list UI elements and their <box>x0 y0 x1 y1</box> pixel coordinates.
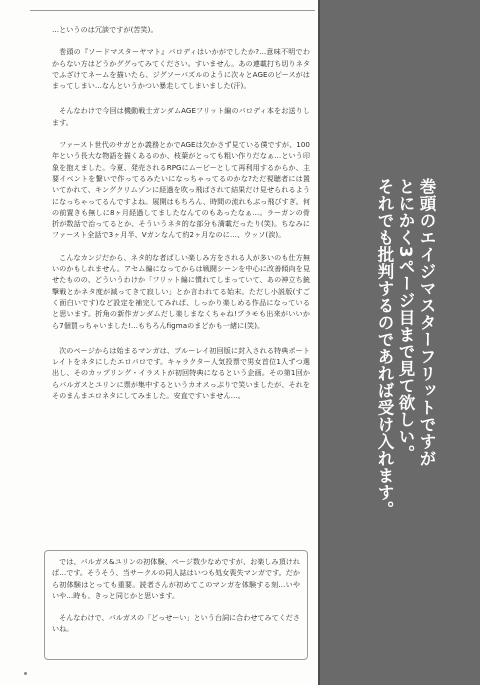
panel-text-line-1: 巻頭のエイジマスターフリットですが <box>417 178 436 467</box>
paragraph-manga-intro: 次のページからは始まるマンガは、ブルーレイ初回版に封入される特典ポートレイトをネタにしたエロパロです。キャラクター人気投票で男女首位1人ずつ選出し、そのカップリング・イラストが初回特典になるという企画。その第1回からバルガスとユリンに票が集中するというカオスっぷりで笑いましたが、それをそのまんまエロネタにしてみました。安直ですいません…。 <box>52 345 310 401</box>
side-panel-edge <box>318 0 320 685</box>
page-speck <box>24 672 27 675</box>
panel-text-line-2: とにかく3ページ目まで見て欲しい。 <box>396 178 415 462</box>
paragraph-signoff: そんなわけで、バルガスの「どっせーい」という台詞に合わせてみてくださいね。 <box>52 613 300 634</box>
paragraph-reception: こんなカンジだから、ネタ的な者ばしい楽しみ方をされる人が多いのも仕方無いのかもしれません。アセム編になってからは戦闘シーンを中心に改善傾向を見せたものの、どういうわけか「フリット編に慣れてしまっていて、あの神立ち銃撃戦とかネタ度が減ってきて寂しい」とか言われてる始末。ただし小説版(すごく面白いです)など設定を補完してみれば、しっかり楽しめる作品になっていると思います。折角の新作ガンダムだし楽しまなくちゃね!プラモも出来がいいから7個買っちゃいました!…もちろんfigmaのまどかも一緒に(笑)。 <box>52 252 310 330</box>
closing-text <box>52 556 300 646</box>
panel-text-line-3: それでも批判するのであれば受け入れます。 <box>375 178 394 518</box>
top-rule <box>30 10 315 11</box>
paragraph-parody: 巻頭の『ソードマスターヤマト』パロディはいかがでしたか?…意味不明でわからない方はどうかググってみてください。すいません。あの連載打ち切りネタでふざけてネームを描いたら、ジグソーパズルのように次々とAGEのピースがはまってしまい…なんというかつい暴走してしまいました(汗)。 <box>52 47 310 91</box>
paragraph-theme: そんなわけで今回は機動戦士ガンダムAGEフリット編のパロディ本をお送りします。 <box>52 106 310 127</box>
paragraph-intro: …というのは冗談ですが(苦笑)。 <box>52 25 158 34</box>
main-text-column <box>52 24 310 412</box>
paragraph-impression: ファースト世代のサガとか義務とかでAGEは欠かさず見ている僕ですが、100年という長大な物語を描くあるのか、枝葉がとっても粗い作りだなぁ…という印象を抱えました。今夏、発売されるRPGにムービーとして再利用するからか、主要イベントを繋いで作ってるみたいになっちゃってるのかな?ただ視聴者には置いてかれて、キングクリムゾンに経過を吹っ飛ばされて結果だけ見せられるようになっちゃってるんですよね。展開はもちろん、時間の流れもぶっ飛びすぎ。何の前置きも無しに8ヶ月経過してましたなんてのもあったなぁ…。ラーガンの骨折が数話で治ってるとか、そういうネタ的な部分も満載だったり(笑)。ちなみにファースト全話で3ヶ月半、Vガンなんて約2ヶ月なのに…、ウッソ(涙)。 <box>52 140 310 240</box>
paragraph-closing: では、バルガス&ユリンの初体験、ページ数少なめですが、お楽しみ頂ければ…です。そうそう、当サークルの同人誌はいつも処女喪失マンガです。だから初体験はとっても重要。読者さんが初めてこのマンガを体験する刻…いやいや…時も、きっと同じかと思います。 <box>52 557 300 600</box>
